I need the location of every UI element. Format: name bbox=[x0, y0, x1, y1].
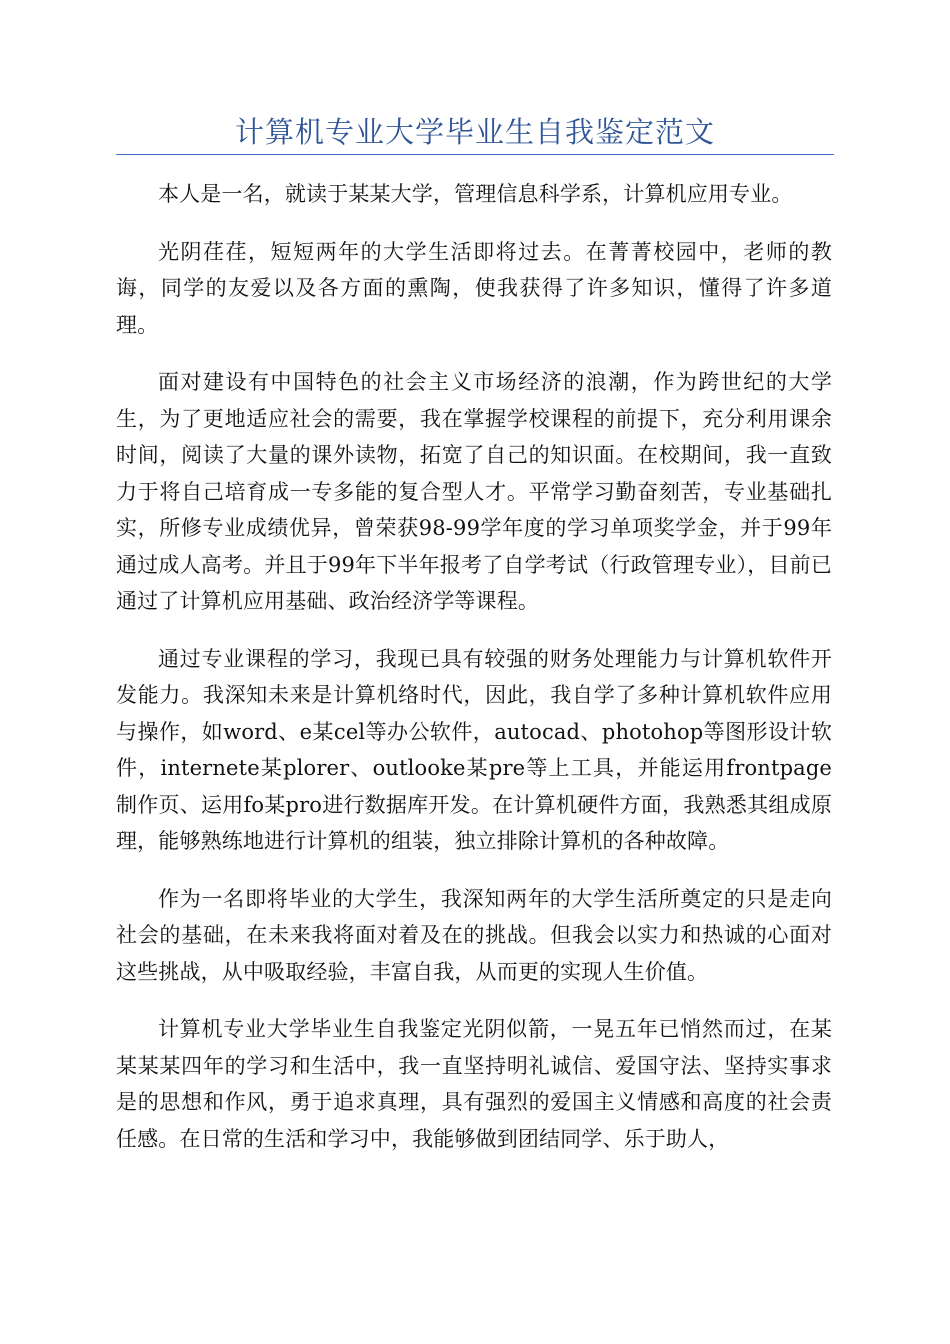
paragraph-intro: 本人是一名，就读于某某大学，管理信息科学系，计算机应用专业。 bbox=[158, 182, 793, 206]
paragraph-computer-skills: 通过专业课程的学习，我现已具有较强的财务处理能力与计算机软件开发能力。我深知未来是计算机络时代，因此，我自学了多种计算机软件应用与操作，如word、e某cel等办公软件，autocad、photohop等图形设计软件，internete某plorer、outlooke某pre等上工具，并能运用frontpage制作页、运用fo某pro进行数据库开发。在计算机硬件方面，我熟悉其组成原理，能够熟练地进行计算机的组装，独立排除计算机的各种故障。 bbox=[116, 646, 832, 853]
paragraph-outlook: 作为一名即将毕业的大学生，我深知两年的大学生活所奠定的只是走向社会的基础，在未来我将面对着及在的挑战。但我会以实力和热诚的心面对这些挑战，从中吸取经验，丰富自我，从而更的实现人生价值。 bbox=[116, 886, 832, 984]
paragraph-second-appraisal: 计算机专业大学毕业生自我鉴定光阴似箭，一晃五年已悄然而过，在某某某某四年的学习和生活中，我一直坚持明礼诚信、爱国守法、坚持实事求是的思想和作风，勇于追求真理，具有强烈的爱国主义情感和高度的社会责任感。在日常的生活和学习中，我能够做到团结同学、乐于助人， bbox=[116, 1017, 832, 1151]
document-title: 计算机专业大学毕业生自我鉴定范文 bbox=[234, 115, 715, 149]
title-underline bbox=[116, 154, 834, 155]
paragraph-university-life: 光阴荏荏，短短两年的大学生活即将过去。在菁菁校园中，老师的教诲，同学的友爱以及各方面的熏陶，使我获得了许多知识，懂得了许多道理。 bbox=[116, 239, 832, 337]
document-body bbox=[116, 176, 832, 1178]
paragraph-study: 面对建设有中国特色的社会主义市场经济的浪潮，作为跨世纪的大学生，为了更地适应社会的需要，我在掌握学校课程的前提下，充分利用课余时间，阅读了大量的课外读物，拓宽了自己的知识面。在校期间，我一直致力于将自己培育成一专多能的复合型人才。平常学习勤奋刻苦，专业基础扎实，所修专业成绩优异，曾荣获98-99学年度的学习单项奖学金，并于99年通过成人高考。并且于99年下半年报考了自学考试（行政管理专业），目前已通过了计算机应用基础、政治经济学等课程。 bbox=[116, 370, 832, 613]
